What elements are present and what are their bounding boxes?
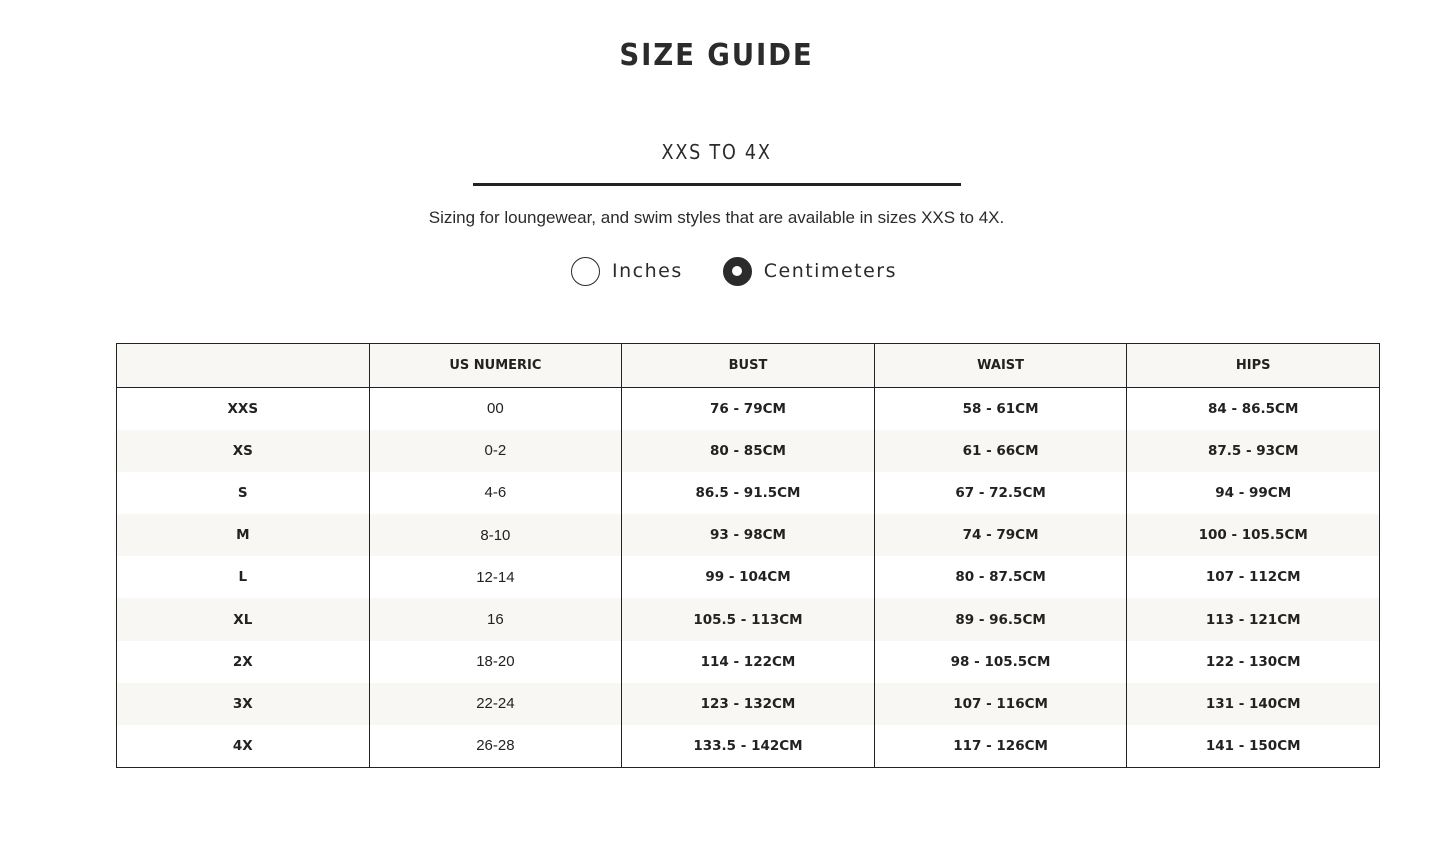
header-us-numeric: US NUMERIC [369, 344, 622, 388]
table-row [117, 725, 1380, 767]
cell-us-numeric: 18-20 [369, 641, 622, 683]
cell-waist: 74 - 79CM [874, 514, 1127, 556]
cell-size: L [117, 556, 370, 598]
cell-bust: 76 - 79CM [622, 388, 875, 430]
cell-hips: 100 - 105.5CM [1127, 514, 1380, 556]
cell-hips: 87.5 - 93CM [1127, 430, 1380, 472]
radio-label-centimeters: Centimeters [763, 260, 898, 282]
table-row [117, 388, 1380, 430]
radio-label-inches: Inches [612, 260, 683, 282]
cell-us-numeric: 12-14 [369, 556, 622, 598]
table-row [117, 683, 1380, 725]
table-row [117, 556, 1380, 598]
cell-bust: 86.5 - 91.5CM [622, 472, 875, 514]
unit-option-inches[interactable] [571, 257, 683, 286]
cell-size: 2X [117, 641, 370, 683]
cell-us-numeric: 4-6 [369, 472, 622, 514]
cell-us-numeric: 22-24 [369, 683, 622, 725]
table-row [117, 641, 1380, 683]
table-row [117, 472, 1380, 514]
cell-bust: 99 - 104CM [622, 556, 875, 598]
cell-waist: 89 - 96.5CM [874, 598, 1127, 640]
header-size [117, 344, 370, 388]
radio-inches[interactable] [571, 257, 600, 286]
cell-size: M [117, 514, 370, 556]
cell-us-numeric: 8-10 [369, 514, 622, 556]
cell-bust: 133.5 - 142CM [622, 725, 875, 767]
tab-label: XXS TO 4X [661, 140, 773, 164]
cell-size: XXS [117, 388, 370, 430]
active-tab-underline [473, 183, 961, 186]
cell-hips: 107 - 112CM [1127, 556, 1380, 598]
unit-option-centimeters[interactable] [723, 257, 897, 286]
table-row [117, 430, 1380, 472]
cell-size: 3X [117, 683, 370, 725]
unit-toggle [571, 255, 897, 287]
cell-bust: 105.5 - 113CM [622, 598, 875, 640]
cell-hips: 131 - 140CM [1127, 683, 1380, 725]
cell-bust: 123 - 132CM [622, 683, 875, 725]
cell-us-numeric: 00 [369, 388, 622, 430]
cell-hips: 113 - 121CM [1127, 598, 1380, 640]
size-description: Sizing for loungewear, and swim styles that are available in sizes XXS to 4X. [428, 208, 1005, 227]
header-bust: BUST [622, 344, 875, 388]
radio-centimeters[interactable] [723, 257, 752, 286]
cell-hips: 84 - 86.5CM [1127, 388, 1380, 430]
tab-xxs-to-4x[interactable] [473, 140, 961, 186]
cell-size: 4X [117, 725, 370, 767]
header-hips: HIPS [1127, 344, 1380, 388]
cell-hips: 141 - 150CM [1127, 725, 1380, 767]
cell-bust: 80 - 85CM [622, 430, 875, 472]
cell-size: XL [117, 598, 370, 640]
cell-waist: 107 - 116CM [874, 683, 1127, 725]
cell-us-numeric: 16 [369, 598, 622, 640]
cell-us-numeric: 26-28 [369, 725, 622, 767]
cell-waist: 117 - 126CM [874, 725, 1127, 767]
table-row [117, 514, 1380, 556]
cell-waist: 61 - 66CM [874, 430, 1127, 472]
table-row [117, 598, 1380, 640]
page-title: SIZE GUIDE [619, 38, 814, 73]
cell-size: XS [117, 430, 370, 472]
cell-waist: 58 - 61CM [874, 388, 1127, 430]
cell-waist: 67 - 72.5CM [874, 472, 1127, 514]
cell-us-numeric: 0-2 [369, 430, 622, 472]
table-header-row [117, 344, 1380, 388]
cell-bust: 114 - 122CM [622, 641, 875, 683]
header-waist: WAIST [874, 344, 1127, 388]
cell-waist: 98 - 105.5CM [874, 641, 1127, 683]
cell-size: S [117, 472, 370, 514]
cell-bust: 93 - 98CM [622, 514, 875, 556]
size-chart-table [116, 343, 1380, 768]
cell-waist: 80 - 87.5CM [874, 556, 1127, 598]
cell-hips: 94 - 99CM [1127, 472, 1380, 514]
cell-hips: 122 - 130CM [1127, 641, 1380, 683]
